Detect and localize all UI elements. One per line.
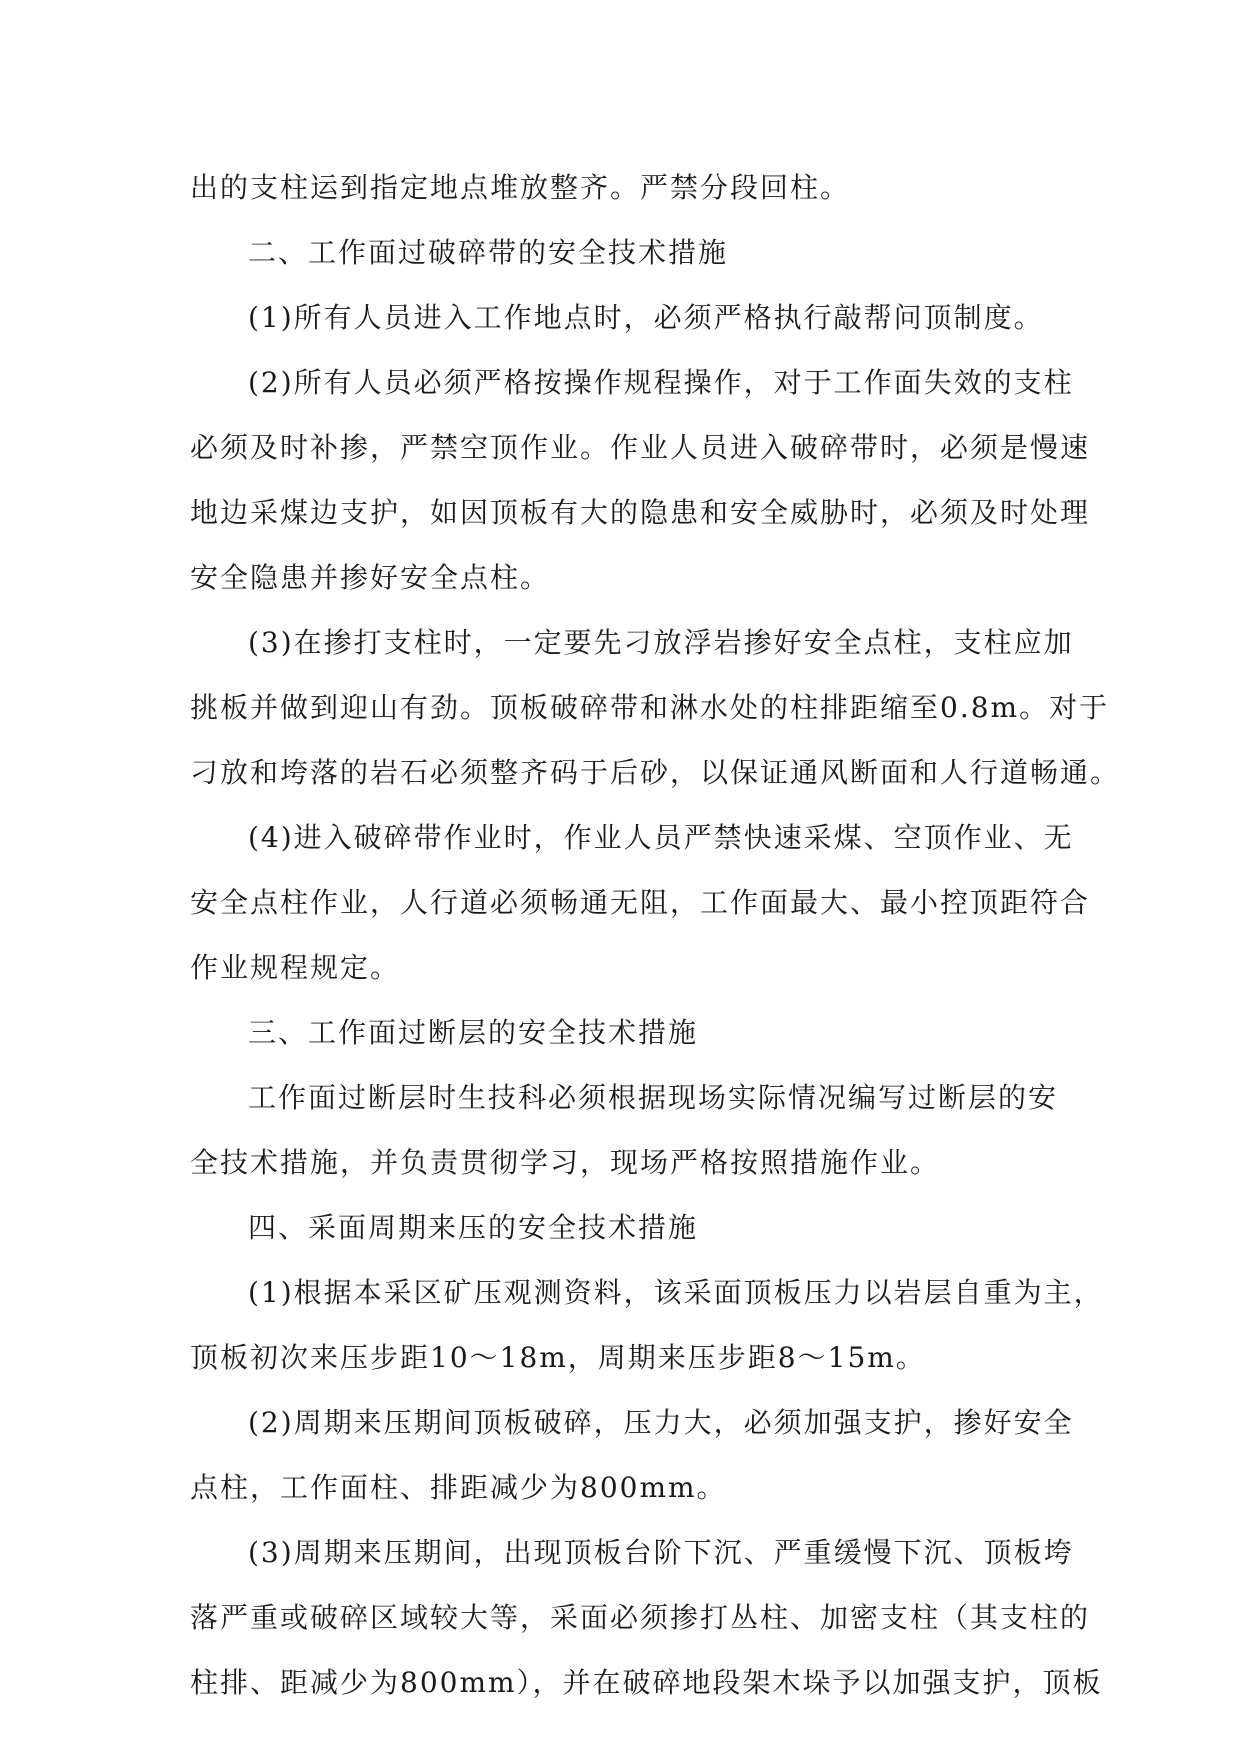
text-line: 出的支柱运到指定地点堆放整齐。严禁分段回柱。	[190, 171, 851, 204]
section-heading: 三、工作面过断层的安全技术措施	[248, 1016, 699, 1049]
text-line: 落严重或破碎区域较大等，采面必须掺打丛柱、加密支柱（其支柱的	[190, 1601, 1091, 1634]
text-line: 必须及时补掺，严禁空顶作业。作业人员进入破碎带时，必须是慢速	[190, 431, 1091, 464]
text-line: 刁放和垮落的岩石必须整齐码于后砂，以保证通风断面和人行道畅通。	[190, 756, 1121, 789]
text-line: 柱排、距减少为800mm），并在破碎地段架木垛予以加强支护，顶板	[190, 1666, 1103, 1699]
text-line: (1)根据本采区矿压观测资料，该采面顶板压力以岩层自重为主，	[248, 1276, 1104, 1309]
text-line: (3)周期来压期间，出现顶板台阶下沉、严重缓慢下沉、顶板垮	[248, 1536, 1074, 1569]
text-line: (1)所有人员进入工作地点时，必须严格执行敲帮问顶制度。	[248, 301, 1044, 334]
section-heading: 四、采面周期来压的安全技术措施	[248, 1211, 699, 1244]
text-line: (3)在掺打支柱时，一定要先刁放浮岩掺好安全点柱，支柱应加	[248, 626, 1074, 659]
text-line: (2)所有人员必须严格按操作规程操作，对于工作面失效的支柱	[248, 366, 1074, 399]
text-line: 全技术措施，并负责贯彻学习，现场严格按照措施作业。	[190, 1146, 941, 1179]
text-line: (4)进入破碎带作业时，作业人员严禁快速采煤、空顶作业、无	[248, 821, 1074, 854]
text-line: 安全点柱作业，人行道必须畅通无阻，工作面最大、最小控顶距符合	[190, 886, 1091, 919]
text-line: 安全隐患并掺好安全点柱。	[190, 561, 551, 594]
text-line: 作业规程规定。	[190, 951, 401, 984]
section-heading: 二、工作面过破碎带的安全技术措施	[248, 236, 729, 269]
text-line: 顶板初次来压步距10～18m，周期来压步距8～15m。	[190, 1341, 926, 1374]
text-line: 地边采煤边支护，如因顶板有大的隐患和安全威胁时，必须及时处理	[190, 496, 1091, 529]
text-line: 工作面过断层时生技科必须根据现场实际情况编写过断层的安	[248, 1081, 1059, 1114]
text-line: 点柱，工作面柱、排距减少为800mm。	[190, 1471, 727, 1504]
text-line: 挑板并做到迎山有劲。顶板破碎带和淋水处的柱排距缩至0.8m。对于	[190, 691, 1110, 724]
text-line: (2)周期来压期间顶板破碎，压力大，必须加强支护，掺好安全	[248, 1406, 1074, 1439]
